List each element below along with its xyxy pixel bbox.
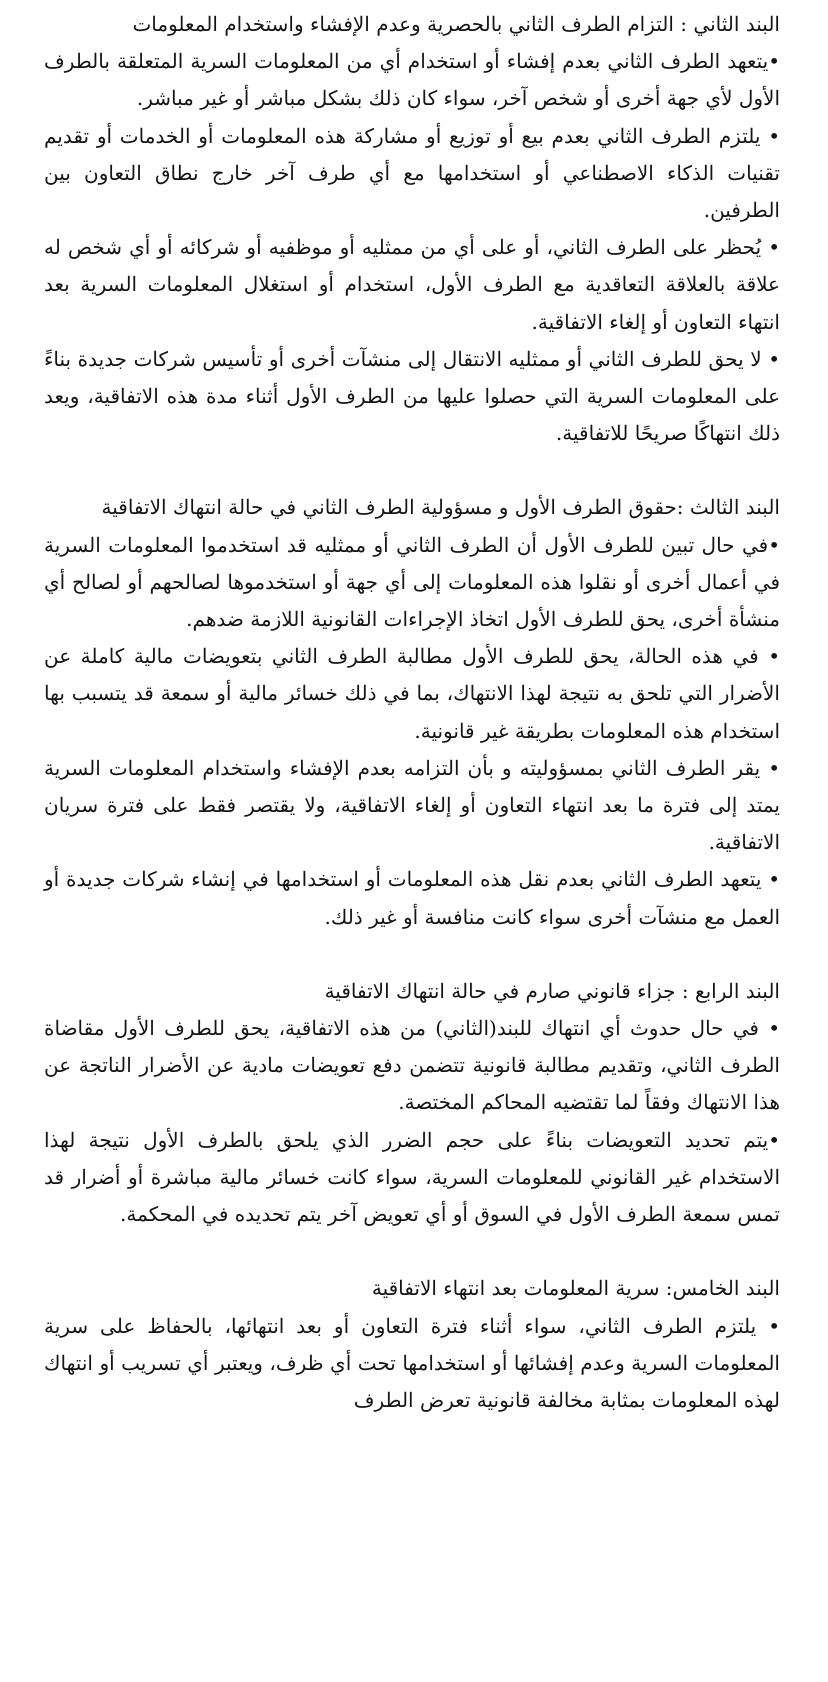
clause-paragraph: • لا يحق للطرف الثاني أو ممثليه الانتقال إلى منشآت أخرى أو تأسيس شركات جديدة بناءً على المعلومات السرية التي حصلوا عليها من الطرف الأول أثناء مدة هذه الاتفاقية، ويعد ذلك انتهاكًا صريحًا للاتفاقية. <box>44 346 780 446</box>
section-title: البند الثالث :حقوق الطرف الأول و مسؤولية الطرف الثاني في حالة انتهاك الاتفاقية <box>101 495 780 520</box>
clause-paragraph: •في حال تبين للطرف الأول أن الطرف الثاني أو ممثليه قد استخدموا المعلومات السرية في أعمال أخرى أو نقلوا هذه المعلومات إلى أي جهة أو استخدموها لصالحهم أو لصالح أي منشأة أخرى، يحق للطرف الأول اتخاذ الإجراءات القانونية اللازمة ضدهم. <box>44 532 780 632</box>
clause-paragraph: • يلتزم الطرف الثاني بعدم بيع أو توزيع أو مشاركة هذه المعلومات أو الخدمات أو تقديم تقنيات الذكاء الاصطناعي أو استخدامها مع أي طرف آخر خارج نطاق التعاون بين الطرفين. <box>44 123 780 223</box>
section-title: البند الرابع : جزاء قانوني صارم في حالة انتهاك الاتفاقية <box>324 978 780 1003</box>
section-five <box>44 1270 780 1419</box>
clause-paragraph: •يتعهد الطرف الثاني بعدم إفشاء أو استخدام أي من المعلومات السرية المتعلقة بالطرف الأول لأي جهة أخرى أو شخص آخر، سواء كان ذلك بشكل مباشر أو غير مباشر. <box>44 49 780 111</box>
agreement-document <box>44 6 780 1456</box>
clause-paragraph: • في هذه الحالة، يحق للطرف الأول مطالبة الطرف الثاني بتعويضات مالية كاملة عن الأضرار التي تلحق به نتيجة لهذا الانتهاك، بما في ذلك خسائر مالية أو سمعة قد يتسبب بها استخدام هذه المعلومات بطريقة غير قانونية. <box>44 644 780 743</box>
clause-paragraph: • يقر الطرف الثاني بمسؤوليته و بأن التزامه بعدم الإفشاء واستخدام المعلومات السرية يمتد إلى فترة ما بعد انتهاء التعاون أو إلغاء الاتفاقية، ولا يقتصر فقط على فترة سريان الاتفاقية. <box>44 755 780 855</box>
clause-paragraph: • يُحظر على الطرف الثاني، أو على أي من ممثليه أو موظفيه أو شركائه أو أي شخص له علاقة بالعلاقة التعاقدية مع الطرف الأول، استخدام أو استغلال المعلومات السرية بعد انتهاء التعاون أو إلغاء الاتفاقية. <box>44 235 780 334</box>
section-three <box>44 489 780 935</box>
clause-paragraph: • يتعهد الطرف الثاني بعدم نقل هذه المعلومات أو استخدامها في إنشاء شركات جديدة أو العمل مع منشآت أخرى سواء كانت منافسة أو غير ذلك. <box>44 867 781 929</box>
clause-paragraph: • يلتزم الطرف الثاني، سواء أثناء فترة التعاون أو بعد انتهائها، بالحفاظ على سرية المعلومات السرية وعدم إفشائها أو استخدامها تحت أي ظرف، ويعتبر أي تسريب أو انتهاك لهذه المعلومات بمثابة مخالفة قانونية تعرض الطرف <box>44 1313 780 1412</box>
section-title: البند الخامس: سرية المعلومات بعد انتهاء الاتفاقية <box>371 1276 780 1301</box>
clause-paragraph: • في حال حدوث أي انتهاك للبند(الثاني) من هذه الاتفاقية، يحق للطرف الأول مقاضاة الطرف الثاني، وتقديم مطالبة قانونية تتضمن دفع تعويضات مادية عن الأضرار الناتجة عن هذا الانتهاك وفقاً لما تقتضيه المحاكم المختصة. <box>44 1016 780 1115</box>
section-two <box>44 6 780 452</box>
clause-paragraph: •يتم تحديد التعويضات بناءً على حجم الضرر الذي يلحق بالطرف الأول نتيجة لهذا الاستخدام غير القانوني للمعلومات السرية، سواء كانت خسائر مالية مباشرة أو أضرار قد تمس سمعة الطرف الأول في السوق أو أي تعويض آخر يتم تحديده في المحكمة. <box>44 1127 780 1227</box>
section-four <box>44 973 780 1233</box>
section-title: البند الثاني : التزام الطرف الثاني بالحصرية وعدم الإفشاء واستخدام المعلومات <box>132 12 780 36</box>
